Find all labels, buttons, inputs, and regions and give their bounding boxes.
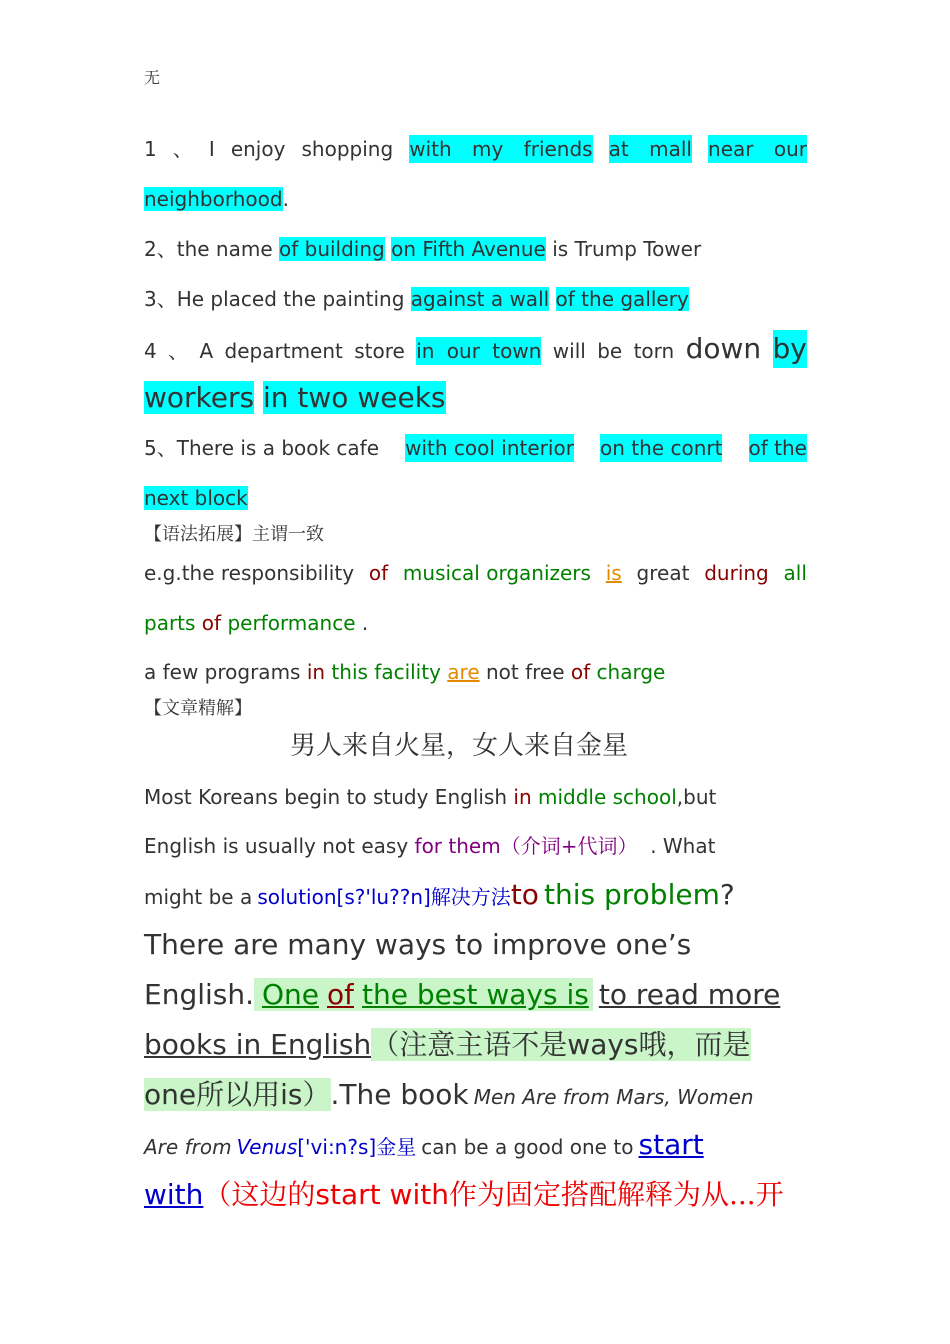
s5-lead: 5、There is a book cafe — [144, 436, 380, 460]
p8-phonetic: ['vi:n?s] — [297, 1135, 377, 1159]
ex1-noun: parts — [144, 611, 196, 635]
header-mark: 无 — [144, 68, 161, 87]
grammar-example-2 — [144, 658, 665, 686]
s1-num: 1 — [144, 137, 157, 161]
s1-word: shopping — [301, 137, 394, 161]
article-line-7 — [144, 1076, 754, 1116]
p9-note: （这边的 — [203, 1178, 316, 1211]
p6-note: 哦，而是 — [638, 1028, 751, 1061]
sentence-4-line-2 — [144, 379, 446, 417]
s2-highlight: on Fifth Avenue — [391, 237, 546, 261]
p7-note: is — [280, 1078, 303, 1111]
p6-note: （注意主语不是 — [371, 1028, 568, 1061]
s4-word: down — [685, 332, 762, 365]
s1-highlight: with my friends — [409, 137, 593, 161]
sentence-1-line-2 — [144, 185, 289, 213]
p8-gloss: 金星 — [376, 1135, 417, 1159]
s4-word: be — [597, 339, 623, 363]
article-line-2 — [144, 832, 715, 860]
ex2-prep: of — [570, 660, 591, 684]
ex1-prep: of — [368, 561, 389, 585]
p3-noun: this problem — [544, 878, 720, 911]
s2-tail: is Trump Tower — [552, 237, 702, 261]
p3-prep: to — [510, 878, 539, 911]
ex1-prep: of — [201, 611, 222, 635]
s2-lead: 2、the name — [144, 237, 273, 261]
article-title: 男人来自火星，女人来自金星 — [290, 731, 629, 761]
s4-highlight: in two weeks — [263, 381, 446, 414]
s4-word: will — [552, 339, 586, 363]
sentence-2 — [144, 235, 701, 263]
grammar-example-1-line-2 — [144, 609, 368, 637]
s1-highlight: neighborhood — [144, 187, 283, 211]
p1-prep: in — [513, 785, 532, 809]
p5-prep: of — [319, 978, 354, 1011]
p8-booktitle: Are from — [144, 1135, 232, 1159]
p9-note: 作为固定搭配解释为从...开 — [448, 1178, 784, 1211]
s2-highlight: of building — [278, 237, 385, 261]
s4-sep: 、 — [168, 339, 189, 363]
s5-highlight: of the — [748, 436, 807, 460]
ex2-verb: are — [447, 660, 480, 684]
ex1-text: great — [636, 561, 690, 585]
s4-highlight: workers — [144, 381, 255, 414]
s4-highlight: in our town — [416, 339, 542, 363]
ex1-verb: is — [605, 561, 622, 585]
p8-phrase: start — [638, 1128, 704, 1161]
ex2-prep: in — [306, 660, 326, 684]
s5-highlight: on the conrt — [600, 436, 723, 460]
p5-subject: One — [254, 978, 319, 1011]
s4-word: department — [224, 339, 343, 363]
s3-lead: 3、He placed the painting — [144, 287, 405, 311]
s4-word: torn — [633, 339, 675, 363]
article-line-8 — [144, 1126, 704, 1166]
p5-phrase: the best ways is — [354, 978, 593, 1011]
p3-vocab: solution[s?'lu??n] — [257, 885, 431, 909]
sentence-1-line-1 — [144, 135, 807, 163]
p7-note: 所以用 — [196, 1078, 281, 1111]
ex1-noun: musical organizers — [402, 561, 591, 585]
p3-text: might be a — [144, 885, 253, 909]
p8-text: can be a good one to — [421, 1135, 634, 1159]
p6-note: ways — [567, 1028, 639, 1061]
s4-word: store — [354, 339, 405, 363]
s4-word: A — [199, 339, 214, 363]
s5-highlight: next block — [144, 486, 248, 510]
ex1-text: e.g.the responsibility — [144, 561, 355, 585]
p7-note: ） — [302, 1078, 331, 1111]
article-line-9 — [144, 1176, 784, 1214]
p8-booktitle: Venus — [236, 1135, 298, 1159]
s3-highlight: against a wall — [410, 287, 550, 311]
ex1-noun: all — [783, 561, 807, 585]
article-line-5 — [144, 976, 780, 1014]
s1-sep: 、 — [172, 137, 193, 161]
sentence-3 — [144, 285, 689, 313]
p1-text: ,but — [676, 785, 717, 809]
sentence-5-line-2 — [144, 484, 248, 512]
p5-text: to read more — [598, 978, 781, 1011]
s1-end: . — [282, 187, 289, 211]
ex2-text: not free — [485, 660, 565, 684]
p2-text: . What — [650, 834, 716, 858]
p3-gloss: 解决方法 — [430, 885, 511, 909]
p1-noun: middle school — [537, 785, 677, 809]
article-section-title: 【文章精解】 — [144, 698, 252, 719]
p9-phrase: with — [144, 1178, 204, 1211]
ex1-prep: during — [704, 561, 769, 585]
p7-booktitle: Men Are from Mars, Women — [473, 1085, 754, 1109]
s4-highlight: by — [773, 330, 807, 368]
p2-note: （介词+代词） — [500, 834, 638, 858]
p9-note: start with — [315, 1178, 449, 1211]
ex2-text: a few programs — [144, 660, 301, 684]
s5-highlight: with cool interior — [405, 436, 574, 460]
sentence-5-line-1 — [144, 434, 807, 462]
article-line-6 — [144, 1026, 751, 1064]
s4-num: 4 — [144, 339, 157, 363]
article-line-1 — [144, 783, 716, 811]
s1-word: I — [208, 137, 215, 161]
grammar-title: 【语法拓展】主谓一致 — [144, 524, 324, 545]
article-line-4: There are many ways to improve one’s — [144, 928, 692, 961]
p6-text: books in English — [144, 1028, 372, 1061]
ex1-noun: performance — [227, 611, 356, 635]
p2-text: English is usually not easy — [144, 834, 409, 858]
p1-text: Most Koreans begin to study English — [144, 785, 508, 809]
sentence-4-line-1 — [144, 330, 807, 370]
s1-word: enjoy — [230, 137, 286, 161]
ex2-noun: charge — [596, 660, 666, 684]
p3-punct: ? — [719, 878, 735, 911]
p7-note: one — [144, 1078, 197, 1111]
s1-highlight: near our — [708, 137, 807, 161]
ex2-noun: this facility — [331, 660, 441, 684]
grammar-example-1-line-1 — [144, 559, 807, 587]
p5-text: English. — [144, 978, 255, 1011]
s3-highlight: of the gallery — [555, 287, 689, 311]
s1-highlight: at mall — [608, 137, 692, 161]
ex1-end: . — [355, 611, 369, 635]
p7-text: .The book — [330, 1078, 469, 1111]
p2-phrase: for them — [414, 834, 501, 858]
article-line-3 — [144, 876, 735, 916]
